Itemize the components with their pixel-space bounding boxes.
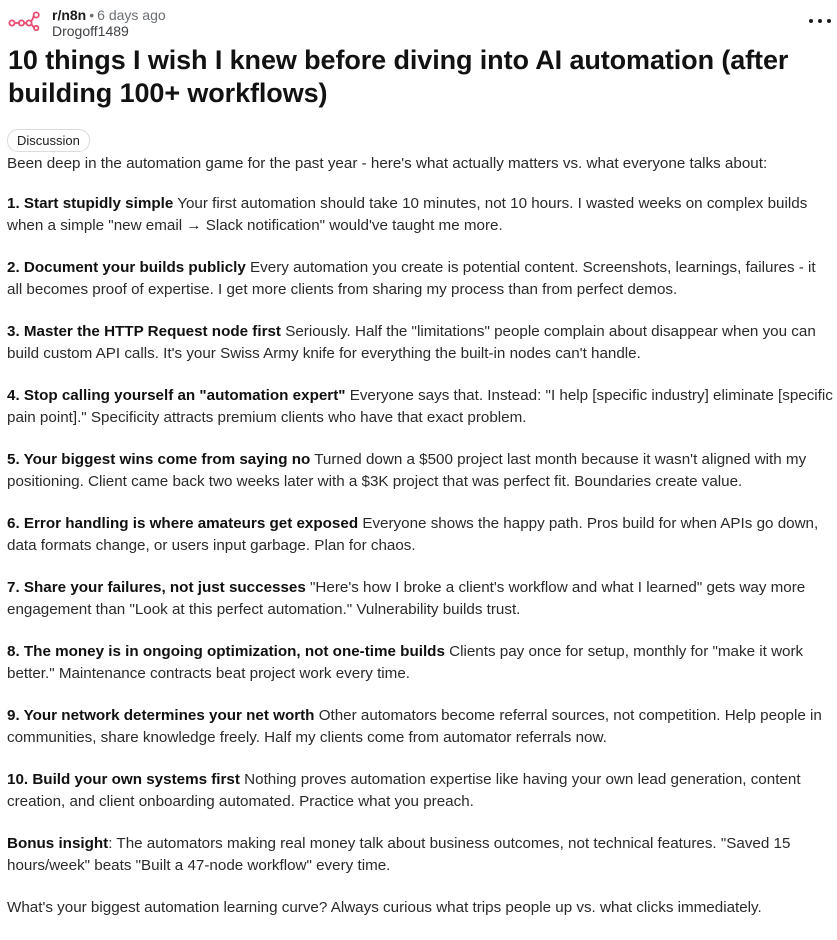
list-item <box>7 449 835 493</box>
list-item-heading: 4. Stop calling yourself an "automation expert" <box>7 387 346 404</box>
meta-line <box>52 7 166 23</box>
more-dot-icon <box>818 19 822 23</box>
more-options-button[interactable] <box>809 13 831 29</box>
community-link[interactable]: r/n8n <box>52 7 87 23</box>
post-meta <box>52 7 166 40</box>
post-title[interactable]: 10 things I wish I knew before diving into AI automation (after building 100+ workflows) <box>8 45 789 108</box>
meta-separator: • <box>89 7 95 23</box>
list-item-text: Everyone shows the happy path. Pros build for when APIs go down, data formats change, or users input garbage. Plan for chaos. <box>7 515 819 554</box>
list-item-heading: 8. The money is in ongoing optimization, not one-time builds <box>7 643 445 660</box>
list-item-heading: 1. Start stupidly simple <box>7 195 174 212</box>
list-item <box>7 577 835 621</box>
list-item-text: Everyone says that. Instead: "I help [specific industry] eliminate [specific pain point]." Specificity attracts premium clients who have that exact problem. <box>7 387 833 426</box>
list-item-text: Your first automation should take 10 minutes, not 10 hours. I wasted weeks on complex builds when a simple "new email → Slack notification" would've taught me more. <box>7 195 808 234</box>
list-item-text: Nothing proves automation expertise like having your own lead generation, content creation, and client onboarding automated. Practice what you preach. <box>7 771 801 810</box>
post-flair[interactable]: Discussion <box>7 129 90 152</box>
list-item-text: Every automation you create is potential content. Screenshots, learnings, failures - it all becomes proof of expertise. I get more clients from sharing my process than from perfect demos. <box>7 259 816 298</box>
post-time: 6 days ago <box>97 7 166 23</box>
list-item-text: Turned down a $500 project last month because it wasn't aligned with my positioning. Client came back two weeks later with a $3K project that was perfect fit. Boundaries create value. <box>7 451 807 490</box>
list-item <box>7 321 835 365</box>
author-link[interactable]: Drogoff1489 <box>52 23 129 39</box>
list-item <box>7 257 835 301</box>
list-item-heading: 2. Document your builds publicly <box>7 259 246 276</box>
list-item-heading: 7. Share your failures, not just successes <box>7 579 306 596</box>
more-dot-icon <box>827 19 831 23</box>
bonus-text: : The automators making real money talk about business outcomes, not technical features. "Saved 15 hours/week" beats "Built a 47-node workflow" every time. <box>7 835 791 874</box>
list-item <box>7 193 835 237</box>
list-item-text: Seriously. Half the "limitations" people complain about disappear when you can build custom API calls. It's your Swiss Army knife for everything the built-in nodes can't handle. <box>7 323 816 362</box>
list-item-heading: 9. Your network determines your net worth <box>7 707 315 724</box>
post-intro: Been deep in the automation game for the past year - here's what actually matters vs. what everyone talks about: <box>7 155 768 172</box>
bonus-heading: Bonus insight <box>7 835 109 852</box>
bonus-insight <box>7 833 835 877</box>
post-header <box>8 7 831 41</box>
list-item <box>7 769 835 813</box>
list-item-text: Clients pay once for setup, monthly for "make it work better." Maintenance contracts beat project work every time. <box>7 643 804 682</box>
list-item-text: Other automators become referral sources, not competition. Help people in communities, share knowledge freely. Half my clients come from automator referrals now. <box>7 707 822 746</box>
list-item-heading: 3. Master the HTTP Request node first <box>7 323 281 340</box>
list-item <box>7 705 835 749</box>
post-closing: What's your biggest automation learning curve? Always curious what trips people up vs. what clicks immediately. <box>7 899 762 916</box>
list-item-heading: 5. Your biggest wins come from saying no <box>7 451 311 468</box>
list-item-text: "Here's how I broke a client's workflow and what I learned" gets way more engagement than "Look at this perfect automation." Vulnerability builds trust. <box>7 579 806 618</box>
post-body <box>7 153 835 939</box>
list-item-heading: 6. Error handling is where amateurs get exposed <box>7 515 359 532</box>
n8n-logo-icon[interactable] <box>8 9 40 31</box>
more-dot-icon <box>809 19 813 23</box>
list-item <box>7 641 835 685</box>
list-item <box>7 513 835 557</box>
list-item-heading: 10. Build your own systems first <box>7 771 240 788</box>
list-item <box>7 385 835 429</box>
